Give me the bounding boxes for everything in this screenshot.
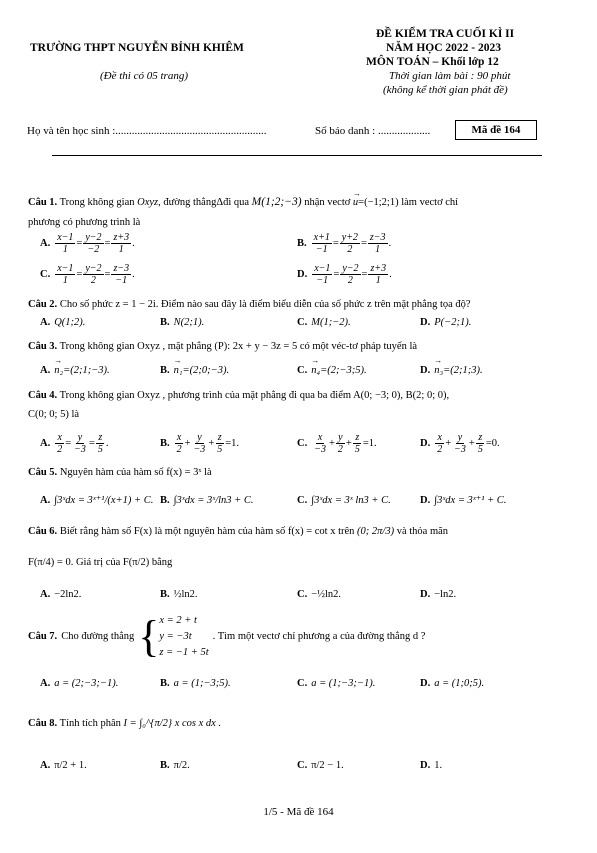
q1-frac-z-num: z+3: [370, 263, 387, 274]
q1-line2: phương có phương trình là: [28, 217, 141, 228]
q1-frac-x-den: 1: [62, 275, 68, 286]
q4-option-a[interactable]: [40, 432, 108, 455]
q7-brace: {: [138, 612, 160, 661]
q3-option-a[interactable]: [40, 364, 110, 377]
header-divider: [52, 155, 542, 156]
q5-option-a[interactable]: [40, 494, 153, 507]
q4-option-label: D.: [420, 437, 431, 449]
q8-option-a[interactable]: [40, 759, 87, 772]
q5-option-label: B.: [160, 495, 170, 506]
q5-option-b[interactable]: [160, 494, 254, 507]
q1-space: Oxyz: [137, 197, 159, 208]
q7-option-value: a = (1;−3;5).: [173, 678, 231, 689]
q5-text: Nguyên hàm của hàm số f(x) = 3ˣ là: [59, 467, 212, 478]
q1-frac-x-den: −1: [316, 275, 329, 286]
q6-option-label: B.: [160, 589, 170, 600]
q4-frac-y-num: y: [197, 432, 202, 443]
q1-frac-x-den: −1: [315, 244, 328, 255]
q1-vector-value: =(−1;2;1): [358, 197, 399, 208]
q1-frac-x-num: x+1: [313, 232, 330, 243]
q4-frac-z: [353, 432, 362, 455]
q4-frac-z-num: z: [217, 432, 222, 443]
q1-frac-z-den: 1: [375, 244, 381, 255]
q7-option-label: C.: [297, 678, 308, 689]
q4-frac-z: [476, 432, 485, 455]
q4-frac-z-den: 5: [97, 444, 103, 455]
q7-option-label: D.: [420, 678, 431, 689]
question-7: [28, 613, 425, 661]
q1-frac-z: [368, 232, 388, 255]
q1-option-label: C.: [40, 268, 51, 280]
q6-option-c[interactable]: [297, 588, 341, 601]
q1-frac-y: [340, 263, 360, 286]
q4-frac-x: [435, 432, 444, 455]
q1-frac-y-den: 2: [347, 275, 353, 286]
q1-point: M(1;2;−3): [251, 196, 302, 208]
q4-frac-y-num: y: [338, 432, 343, 443]
q2-option-label: D.: [420, 317, 431, 328]
q6-text: Biết rằng hàm số F(x) là một nguyên hàm của hàm số f(x) = cot x trên: [59, 526, 355, 537]
q6-option-d[interactable]: [420, 588, 456, 601]
q6-option-value: −2ln2.: [54, 589, 82, 600]
q6-option-b[interactable]: [160, 588, 198, 601]
q4-tail: =0.: [485, 437, 500, 449]
q6-option-label: C.: [297, 589, 308, 600]
question-5: [28, 466, 212, 479]
q6-option-label: A.: [40, 589, 51, 600]
q3-option-label: D.: [420, 365, 431, 376]
q1-frac-z-num: z−3: [369, 232, 386, 243]
q5-option-label: A.: [40, 495, 51, 506]
q4-option-c[interactable]: [297, 432, 377, 455]
question-4: [28, 389, 588, 402]
q2-option-value: P(−2;1).: [434, 317, 472, 328]
q3-normal-vector: → n₃: [434, 364, 443, 377]
student-name-label: Họ và tên học sinh :.......................................................: [27, 125, 267, 137]
q6-line2: [28, 556, 172, 569]
q1-frac-y: [340, 232, 360, 255]
q8-option-c[interactable]: [297, 759, 344, 772]
q4-option-label: C.: [297, 437, 308, 449]
q4-frac-y: [452, 432, 468, 455]
q4-frac-y-den: −3: [74, 444, 86, 455]
q1-frac-y-num: y+2: [341, 232, 358, 243]
q1-frac-x-den: 1: [62, 244, 68, 255]
q2-text: Cho số phức z = 1 − 2i. Điểm nào sau đây là điểm biểu diễn của số phức z trên mặt phẳng tọa độ?: [59, 299, 471, 310]
q4-option-b[interactable]: [160, 432, 239, 455]
q8-integral: I = ∫₀^{π/2} x cos x dx .: [123, 718, 222, 729]
q7-option-d[interactable]: [420, 677, 484, 690]
q3-option-label: C.: [297, 365, 308, 376]
q5-option-c[interactable]: [297, 494, 391, 507]
q4-frac-x-den: 2: [437, 444, 443, 455]
q1-frac-y: [83, 232, 103, 255]
q4-tail: =1.: [362, 437, 377, 449]
q1-text5: làm vectơ chỉ: [401, 197, 459, 208]
q2-option-value: Q(1;2).: [54, 317, 86, 328]
q1-frac-z-num: z+3: [113, 232, 130, 243]
q6-option-a[interactable]: [40, 588, 81, 601]
q4-frac-x-num: x: [317, 432, 323, 443]
q3-text: Trong không gian Oxyz , mặt phẳng (P): 2x + y − 3z = 5 có một véc-tơ pháp tuyến là: [59, 341, 418, 352]
q1-option-label: D.: [297, 268, 308, 280]
q4-number: Câu 4.: [28, 390, 58, 401]
q3-option-label: A.: [40, 365, 51, 376]
q2-option-b[interactable]: [160, 316, 204, 329]
q1-number: Câu 1.: [28, 197, 58, 208]
q4-sep: +: [328, 437, 335, 449]
q1-frac-y: [83, 263, 103, 286]
q1-frac-z: [111, 232, 131, 255]
q1-vector: → u: [353, 197, 358, 208]
q1-frac-y-den: 2: [347, 244, 353, 255]
q4-option-d[interactable]: [420, 432, 500, 455]
question-3: [28, 340, 588, 353]
q7-number: Câu 7.: [28, 631, 58, 643]
q4-frac-y-den: 2: [337, 444, 343, 455]
q4-sep: =: [88, 437, 95, 449]
q1-frac-z-den: 1: [375, 275, 381, 286]
q4-frac-y: [192, 432, 208, 455]
q6-option-label: D.: [420, 589, 431, 600]
q1-frac-x: [55, 232, 75, 255]
subject: MÔN TOÁN – Khối lớp 12: [366, 56, 499, 68]
q2-option-label: C.: [297, 317, 308, 328]
q4-option-label: A.: [40, 437, 51, 449]
q5-option-label: C.: [297, 495, 308, 506]
q4-frac-y-num: y: [457, 432, 463, 443]
q1-option-d[interactable]: D. $\frac{x-1}{-1}$ = $\frac{y-2}{2}$ = $\frac{z+3}{1}$ .: [297, 263, 392, 286]
exam-code-box: [455, 120, 537, 140]
q1-frac-x: [312, 232, 332, 255]
q7-eq1: x = 2 + t: [159, 615, 197, 626]
q8-option-value: π/2 + 1.: [54, 760, 87, 771]
q1-frac-x-num: x−1: [57, 263, 74, 274]
duration: Thời gian làm bài : 90 phút: [389, 70, 511, 82]
q3-option-label: B.: [160, 365, 170, 376]
q2-option-label: A.: [40, 317, 51, 328]
q1-frac-z: [111, 263, 131, 286]
q3-vector-value: =(2;0;−3).: [182, 365, 230, 376]
q6-option-value: ½ln2.: [173, 589, 198, 600]
q2-option-d[interactable]: [420, 316, 471, 329]
q4-option-label: B.: [160, 437, 170, 449]
q7-option-value: a = (1;−3;−1).: [311, 678, 376, 689]
q1-delta: Δ: [216, 197, 224, 208]
q7-option-c[interactable]: [297, 677, 375, 690]
q1-frac-x: [312, 263, 332, 286]
q7-option-label: A.: [40, 678, 51, 689]
q4-frac-y-den: −3: [454, 444, 466, 455]
q6-text-end: và thỏa mãn: [396, 526, 449, 537]
page-footer: 1/5 - Mã đề 164: [263, 806, 334, 818]
q8-text: Tính tích phân: [59, 718, 121, 729]
question-8: [28, 717, 221, 730]
question-6: [28, 525, 588, 538]
q4-sep: +: [184, 437, 191, 449]
q3-normal-vector: → n₄: [311, 364, 320, 377]
q1-frac-x-num: x−1: [314, 263, 331, 274]
q7-eq2: y = −3t: [159, 631, 192, 642]
q8-option-label: A.: [40, 760, 51, 771]
q5-option-value: ∫3ˣdx = 3ˣ/ln3 + C.: [173, 495, 254, 506]
q4-frac-z-den: 5: [477, 444, 483, 455]
q1-option-a[interactable]: A. $\frac{x-1}{1}$ = $\frac{y-2}{-2}$ = $\frac{z+3}{1}$ .: [40, 232, 135, 255]
q4-tail: .: [105, 437, 109, 449]
q1-frac-z-den: −1: [115, 275, 128, 286]
q6-option-value: −½ln2.: [311, 589, 342, 600]
q4-frac-x-den: 2: [176, 444, 182, 455]
q3-vector-value: =(2;−3;5).: [320, 365, 367, 376]
q8-option-b[interactable]: [160, 759, 190, 772]
q5-option-value: ∫3ˣdx = 3ˣ⁺¹ + C.: [434, 495, 507, 506]
q4-frac-y-den: −3: [193, 444, 206, 455]
q1-frac-y-num: y−2: [85, 232, 102, 243]
q4-frac-z: [215, 432, 224, 455]
q5-option-value: ∫3ˣdx = 3ˣ ln3 + C.: [311, 495, 391, 506]
question-1: [28, 195, 578, 209]
q1-frac-z: [368, 263, 388, 286]
q5-option-label: D.: [420, 495, 431, 506]
q2-option-value: M(1;−2).: [311, 317, 351, 328]
q1-text2: , đường thẳng: [158, 197, 217, 208]
q2-option-a[interactable]: [40, 316, 85, 329]
q1-option-b[interactable]: B. $\frac{x+1}{-1}$ = $\frac{y+2}{2}$ = $\frac{z-3}{1}$ .: [297, 232, 392, 255]
q4-sep: =: [65, 437, 72, 449]
q6-line2a: F(π/4) = 0. Giá trị của: [28, 557, 121, 568]
q4-frac-z-den: 5: [354, 444, 360, 455]
q4-frac-x: [175, 432, 184, 455]
q8-option-label: C.: [297, 760, 308, 771]
q4-text: Trong không gian Oxyz , phương trình của mặt phẳng đi qua ba điểm A(0; −3; 0), B(2; 0; 0),: [59, 390, 450, 401]
q6-number: Câu 6.: [28, 526, 58, 537]
q7-text2: . Tìm một vectơ chỉ phương a của đường thẳng d ?: [212, 631, 426, 643]
q3-option-d[interactable]: [420, 364, 483, 377]
q6-line2b: F(π/2) bằng: [122, 557, 173, 568]
q1-text1: Trong không gian: [59, 197, 135, 208]
q8-number: Câu 8.: [28, 718, 58, 729]
q8-option-label: B.: [160, 760, 170, 771]
q7-option-label: B.: [160, 678, 170, 689]
q7-eq3: z = −1 + 5t: [159, 647, 209, 658]
q4-line2: C(0; 0; 5) là: [28, 409, 80, 420]
q4-sep: +: [345, 437, 352, 449]
q1-frac-y-den: 2: [90, 275, 96, 286]
q1-frac-z-den: 1: [118, 244, 124, 255]
q1-option-label: A.: [40, 237, 51, 249]
q4-frac-x-num: x: [176, 432, 182, 443]
q4-frac-z-num: z: [355, 432, 360, 443]
q3-option-c[interactable]: [297, 364, 367, 377]
q2-option-c[interactable]: [297, 316, 351, 329]
question-2: [28, 298, 588, 311]
q5-number: Câu 5.: [28, 467, 58, 478]
q4-frac-x-den: −3: [314, 444, 326, 455]
school-year: NĂM HỌC 2022 - 2023: [386, 42, 501, 54]
q4-frac-x-num: x: [437, 432, 442, 443]
q7-option-value: a = (1;0;5).: [434, 678, 485, 689]
q1-frac-y-num: y−2: [85, 263, 102, 274]
q4-frac-z: [96, 432, 105, 455]
q4-tail: =1.: [225, 437, 240, 449]
q2-option-label: B.: [160, 317, 170, 328]
q6-interval: (0; 2π/3): [357, 526, 395, 537]
q4-sep: +: [468, 437, 475, 449]
q4-sep: +: [208, 437, 215, 449]
q1-frac-y-den: −2: [87, 244, 100, 255]
q7-system: [138, 613, 208, 661]
exam-code: Mã đề 164: [471, 124, 521, 136]
q4-frac-x-den: 2: [57, 444, 63, 455]
q4-frac-x-num: x: [57, 432, 62, 443]
q8-option-value: π/2 − 1.: [311, 760, 344, 771]
q3-vector-value: =(2;1;3).: [443, 365, 483, 376]
q1-frac-z-num: z−3: [113, 263, 130, 274]
q1-option-label: B.: [297, 237, 307, 249]
q4-frac-z-num: z: [98, 432, 103, 443]
q1-text3: đi qua: [223, 197, 250, 208]
q4-frac-y-num: y: [77, 432, 83, 443]
q6-option-value: −ln2.: [434, 589, 457, 600]
q7-option-value: a = (2;−3;−1).: [54, 678, 119, 689]
q3-vector-value: =(2;1;−3).: [63, 365, 110, 376]
pages-note: (Đề thi có 05 trang): [100, 70, 188, 82]
q7-option-b[interactable]: [160, 677, 231, 690]
q4-frac-y: [72, 432, 88, 455]
q1-option-c[interactable]: C. $\frac{x-1}{1}$ = $\frac{y-2}{2}$ = $\frac{z-3}{-1}$ .: [40, 263, 135, 286]
q1-frac-x-num: x−1: [57, 232, 74, 243]
q8-option-d[interactable]: [420, 759, 442, 772]
q3-normal-vector: → n₁: [174, 364, 183, 377]
q5-option-value: ∫3ˣdx = 3ˣ⁺¹/(x+1) + C.: [54, 495, 154, 506]
q3-option-b[interactable]: [160, 364, 229, 377]
q7-option-a[interactable]: [40, 677, 118, 690]
q8-option-label: D.: [420, 760, 431, 771]
q2-option-value: N(2;1).: [173, 317, 205, 328]
school-name: TRƯỜNG THPT NGUYỄN BỈNH KHIÊM: [30, 42, 244, 54]
q1-text4: nhận vectơ: [304, 197, 351, 208]
q4-sep: +: [445, 437, 452, 449]
candidate-number-label: Số báo danh : ...................: [315, 125, 431, 137]
exam-title: ĐỀ KIỂM TRA CUỐI KÌ II: [376, 28, 515, 40]
q8-option-value: π/2.: [173, 760, 190, 771]
q3-normal-vector: → n₂: [54, 364, 63, 377]
q1-frac-x: [55, 263, 75, 286]
q4-frac-z-num: z: [478, 432, 483, 443]
q7-text: Cho đường thẳng: [61, 631, 135, 643]
duration-note: (không kể thời gian phát đề): [383, 84, 508, 96]
q1-frac-y-num: y−2: [342, 263, 359, 274]
q4-frac-y: [336, 432, 345, 455]
q5-option-d[interactable]: [420, 494, 506, 507]
q2-number: Câu 2.: [28, 299, 58, 310]
q4-frac-x: [312, 432, 328, 455]
q4-frac-z-den: 5: [217, 444, 223, 455]
q4-frac-x: [55, 432, 64, 455]
q3-number: Câu 3.: [28, 341, 58, 352]
q8-option-value: 1.: [434, 760, 443, 771]
